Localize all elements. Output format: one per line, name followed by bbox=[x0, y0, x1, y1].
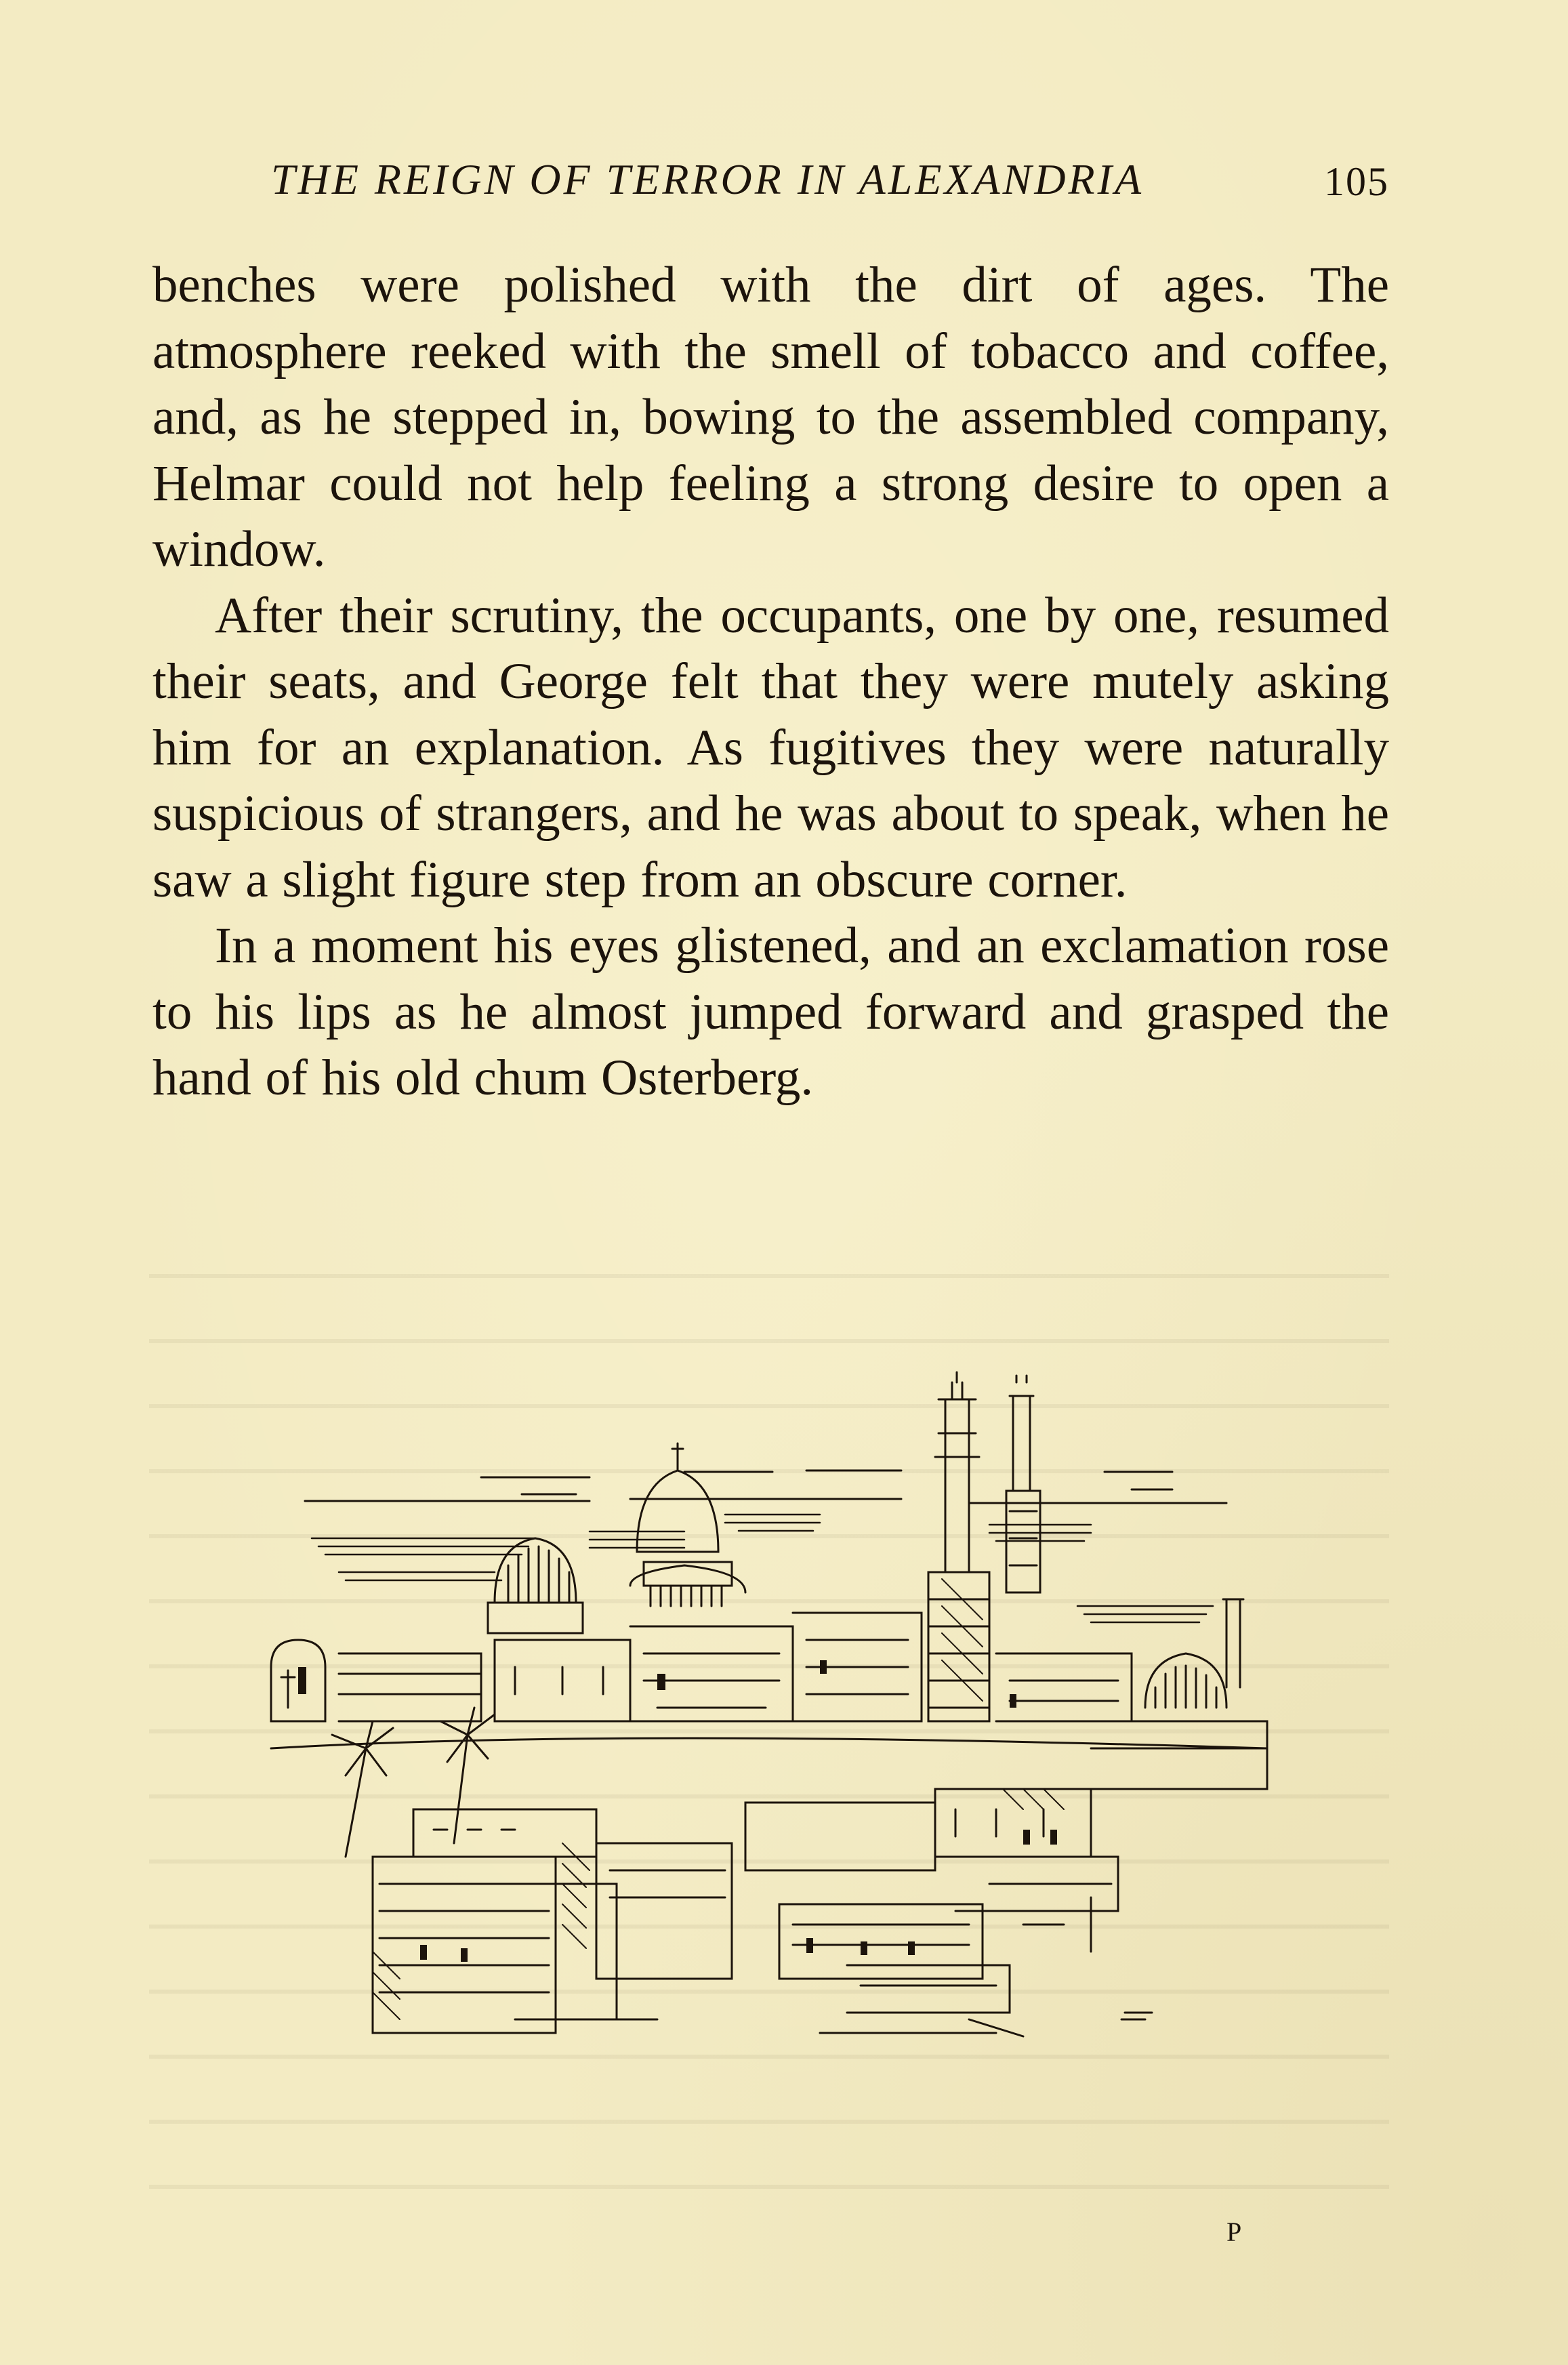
alexandria-cityscape-illustration bbox=[210, 1369, 1321, 2040]
paragraph-1: benches were polished with the dirt of ages. The atmosphere reeked with the smell of tobacco and coffee, and, as he stepped in, bowing to the assembled company, Helmar could not help feeling a strong desire to open a window. bbox=[152, 257, 1389, 577]
paragraph-2: After their scrutiny, the occupants, one by one, resumed their seats, and George felt that they were mutely asking him for an explanation. As fugitives they were naturally suspicious of strangers, and he was about to speak, when he saw a slight figure step from an obscure corner. bbox=[152, 587, 1389, 908]
running-title: THE REIGN OF TERROR IN ALEXANDRIA bbox=[271, 155, 1144, 203]
running-head bbox=[271, 155, 1389, 209]
cityscape-engraving bbox=[210, 1369, 1321, 2040]
signature-mark: P bbox=[1226, 2217, 1243, 2247]
paragraph-3: In a moment his eyes glistened, and an exclamation rose to his lips as he almost jumped forward and grasped the hand of his old chum Osterberg. bbox=[152, 918, 1389, 1106]
page-number: 105 bbox=[1324, 159, 1389, 204]
body-text bbox=[152, 252, 1389, 1111]
